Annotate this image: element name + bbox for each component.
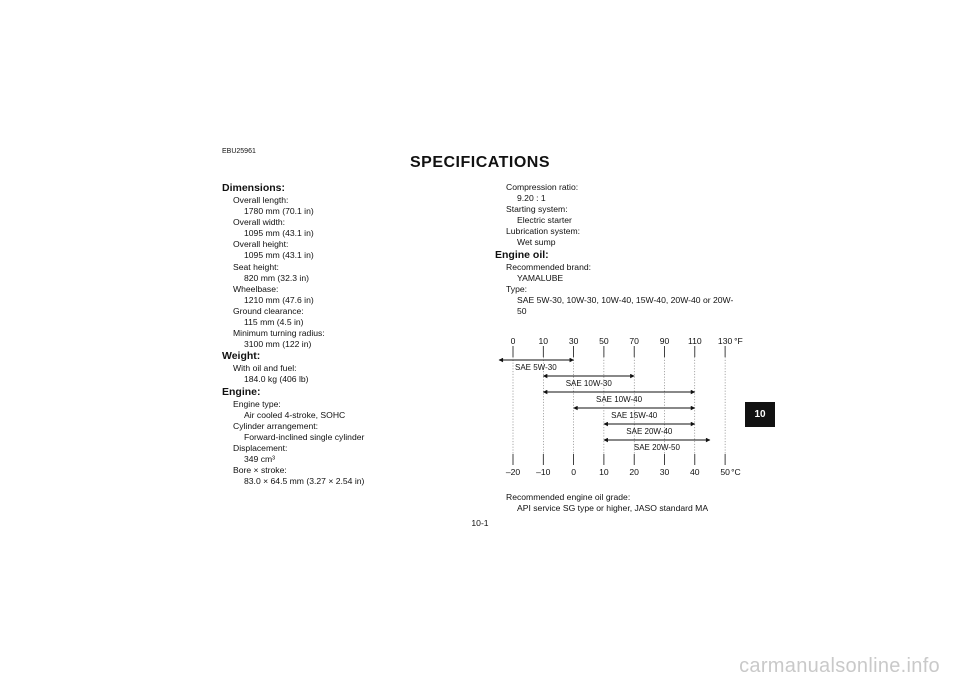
spec-label: Displacement: bbox=[233, 442, 288, 453]
engine-heading: Engine: bbox=[222, 385, 261, 398]
spec-value: Electric starter bbox=[517, 215, 572, 226]
spec-value: Forward-inclined single cylinder bbox=[244, 431, 365, 442]
top-tick-label: 30 bbox=[568, 336, 579, 346]
section-code: EBU25961 bbox=[222, 148, 256, 155]
top-tick-label: 90 bbox=[659, 336, 670, 346]
top-tick-label: 0 bbox=[510, 336, 516, 346]
top-tick-label: 70 bbox=[629, 336, 639, 346]
bottom-tick-label: 20 bbox=[629, 467, 639, 477]
bottom-tick-label: –20 bbox=[505, 467, 521, 477]
bottom-tick-label: 50 bbox=[720, 467, 730, 477]
spec-label: Bore × stroke: bbox=[233, 465, 287, 476]
spec-value: 1095 mm (43.1 in) bbox=[244, 250, 314, 261]
spec-value: 1780 mm (70.1 in) bbox=[244, 206, 314, 217]
spec-value: 820 mm (32.3 in) bbox=[244, 272, 309, 283]
bottom-tick-label: 10 bbox=[599, 467, 609, 477]
top-tick-label: 110 bbox=[687, 336, 702, 346]
spec-label: Ground clearance: bbox=[233, 305, 304, 316]
spec-label: With oil and fuel: bbox=[233, 363, 297, 374]
spec-label: Recommended engine oil grade: bbox=[506, 492, 631, 502]
engine-oil-heading: Engine oil: bbox=[495, 248, 549, 261]
viscosity-range-label: SAE 20W-40 bbox=[626, 427, 673, 436]
top-tick-label: 10 bbox=[538, 336, 549, 346]
spec-value: 9.20 : 1 bbox=[517, 193, 546, 204]
bottom-tick-label: 40 bbox=[690, 467, 700, 477]
spec-label: Lubrication system: bbox=[506, 226, 581, 237]
spec-label: Type: bbox=[506, 283, 528, 294]
spec-value: API service SG type or higher, JASO standard MA bbox=[517, 503, 709, 514]
spec-label: Overall height: bbox=[233, 239, 289, 250]
spec-value: 3100 mm (122 in) bbox=[244, 339, 312, 350]
top-tick-label: 50 bbox=[599, 336, 609, 346]
bottom-unit-label: °C bbox=[731, 467, 741, 477]
spec-value: Air cooled 4-stroke, SOHC bbox=[244, 409, 346, 420]
weight-heading: Weight: bbox=[222, 350, 261, 363]
viscosity-range-label: SAE 20W-50 bbox=[633, 443, 680, 452]
bottom-tick-label: 30 bbox=[659, 467, 670, 477]
watermark: carmanualsonline.info bbox=[739, 655, 940, 677]
spec-value: SAE 5W-30, 10W-30, 10W-40, 15W-40, 20W-40 or 20W- bbox=[517, 294, 734, 305]
left-column bbox=[222, 182, 472, 487]
top-unit-label: °F bbox=[734, 336, 743, 346]
bottom-tick-label: 0 bbox=[571, 467, 576, 477]
chapter-tab: 10 bbox=[745, 402, 775, 427]
spec-label: Seat height: bbox=[233, 261, 279, 272]
viscosity-range-label: SAE 15W-40 bbox=[611, 411, 658, 420]
bottom-tick-label: –10 bbox=[536, 467, 551, 477]
top-tick-label: 130 bbox=[717, 336, 733, 346]
page-number: 10-1 bbox=[471, 518, 489, 528]
spec-label: Recommended brand: bbox=[506, 261, 592, 272]
spec-value: 349 cm³ bbox=[244, 453, 276, 464]
spec-value: 50 bbox=[517, 305, 527, 316]
spec-value: 83.0 × 64.5 mm (3.27 × 2.54 in) bbox=[244, 476, 365, 487]
spec-value: 1210 mm (47.6 in) bbox=[244, 294, 314, 305]
spec-label: Minimum turning radius: bbox=[233, 328, 325, 339]
oil-grade-block bbox=[495, 492, 755, 514]
spec-value: 115 mm (4.5 in) bbox=[244, 317, 304, 328]
viscosity-range-label: SAE 10W-40 bbox=[595, 395, 643, 404]
oil-viscosity-chart bbox=[495, 330, 755, 485]
spec-value: YAMALUBE bbox=[517, 272, 564, 283]
spec-label: Starting system: bbox=[506, 204, 568, 215]
viscosity-range-label: SAE 10W-30 bbox=[565, 379, 612, 388]
right-column bbox=[495, 182, 755, 317]
spec-value: 1095 mm (43.1 in) bbox=[244, 228, 314, 239]
spec-label: Cylinder arrangement: bbox=[233, 420, 319, 431]
spec-value: 184.0 kg (406 lb) bbox=[244, 374, 309, 385]
spec-label: Overall width: bbox=[233, 217, 286, 228]
spec-dimensions bbox=[222, 195, 472, 350]
spec-label: Compression ratio: bbox=[506, 182, 579, 192]
viscosity-range-label: SAE 5W-30 bbox=[515, 363, 557, 372]
dimensions-heading: Dimensions: bbox=[222, 182, 286, 194]
spec-value: Wet sump bbox=[517, 237, 556, 248]
spec-label: Overall length: bbox=[233, 195, 289, 205]
spec-label: Engine type: bbox=[233, 398, 281, 409]
page-title: SPECIFICATIONS bbox=[409, 154, 551, 171]
spec-label: Wheelbase: bbox=[233, 283, 279, 294]
